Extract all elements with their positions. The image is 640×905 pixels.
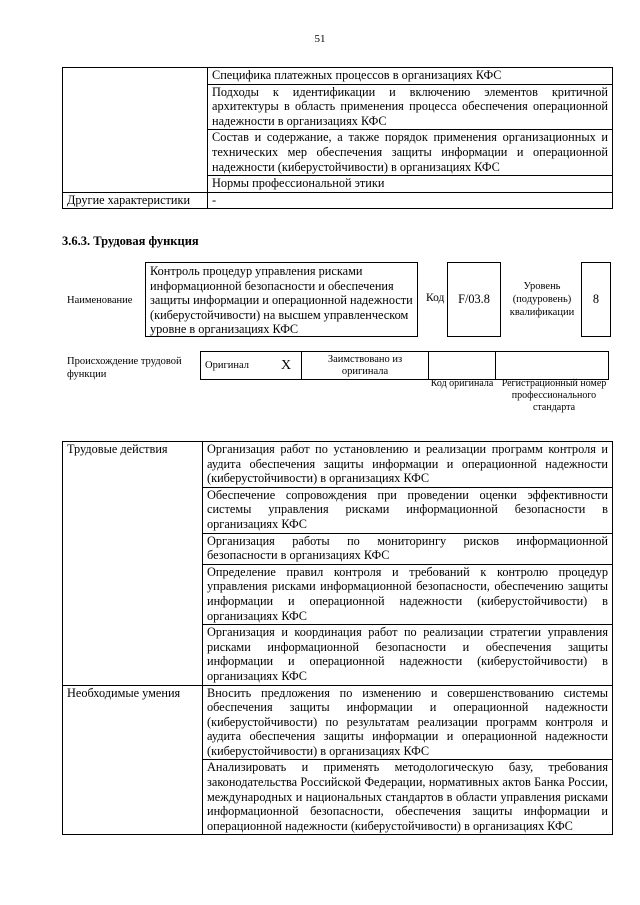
table-cell: Обеспечение сопровождения при проведении оценки эффективности системы управления рисками информационной безопасности в организациях КФС xyxy=(203,487,613,533)
origin-label: Происхождение трудовой функции xyxy=(67,356,182,380)
caption-reg-number: Регистрационный номер профессионального стандарта xyxy=(501,378,607,413)
name-label: Наименование xyxy=(67,295,133,306)
level-label: Уровень (подуровень) квалификации xyxy=(509,281,575,318)
table-cell: Организация работы по мониторингу рисков информационной безопасности в организациях КФС xyxy=(203,533,613,564)
other-characteristics-value: - xyxy=(208,192,613,209)
code-original-cell xyxy=(429,352,496,380)
table-row xyxy=(63,68,613,85)
table-row xyxy=(201,352,609,380)
borrowed-cell: Заимствовано из оригинала xyxy=(302,352,429,380)
table-cell: Организация и координация работ по реализации стратегии управления рисками информационной безопасности и обеспечения защиты информации и операционной надежности (киберустойчивости) в организациях КФС xyxy=(203,625,613,685)
caption-code-original: Код оригинала xyxy=(430,378,494,389)
code-label: Код xyxy=(426,292,445,304)
knowledge-table-continued xyxy=(62,67,613,209)
table-cell: Вносить предложения по изменению и совершенствованию системы обеспечения защиты информации и операционной надежности (киберустойчивости) по результатам реализации программ контроля и аудита обеспечения защиты информации и операционной надежности (киберустойчивости) в организациях КФС xyxy=(203,685,613,760)
other-characteristics-label: Другие характеристики xyxy=(63,192,208,209)
table-cell-label xyxy=(63,68,208,193)
table-row xyxy=(63,192,613,209)
table-row xyxy=(63,685,613,760)
table-cell: Состав и содержание, а также порядок применения организационных и технических мер обеспечения защиты информации и операционной надежности (киберустойчивости) в организациях КФС xyxy=(208,130,613,176)
level-box: 8 xyxy=(581,262,611,337)
table-cell: Специфика платежных процессов в организациях КФС xyxy=(208,68,613,85)
section-heading: 3.6.3. Трудовая функция xyxy=(62,234,199,248)
table-cell: Организация работ по установлению и реализации программ контроля и аудита обеспечения защиты информации и операционной надежности (киберустойчивости) в организациях КФС xyxy=(203,442,613,488)
original-cell: Оригинал xyxy=(201,352,272,380)
table-cell: Нормы профессиональной этики xyxy=(208,176,613,193)
actions-label: Трудовые действия xyxy=(63,442,203,686)
function-name-box: Контроль процедур управления рисками информационной безопасности и обеспечения защиты информации и операционной надежности (киберустойчивости) на высшем управленческом уровне в организациях КФС xyxy=(145,262,418,337)
page-number: 51 xyxy=(314,33,326,45)
table-cell: Подходы к идентификации и включению элементов критичной архитектуры в область применения процесса обеспечения операционной надежности в организациях КФС xyxy=(208,84,613,130)
table-row xyxy=(63,442,613,488)
reg-number-cell xyxy=(496,352,609,380)
skills-label: Необходимые умения xyxy=(63,685,203,835)
function-table xyxy=(62,441,613,835)
code-box: F/03.8 xyxy=(447,262,501,337)
table-cell: Анализировать и применять методологическую базу, требования законодательства Российской Федерации, нормативных актов Банка России, международных и национальных стандартов в области управления рисками информационной безопасности, обеспечения защиты информации и операционной надежности (киберустойчивости) в организациях КФС xyxy=(203,760,613,835)
table-cell: Определение правил контроля и требований к контролю процедур управления рисками информационной безопасности, обеспечению защиты информации и операционной надежности (киберустойчивости) в организациях КФС xyxy=(203,564,613,624)
origin-table xyxy=(200,351,609,380)
original-mark: X xyxy=(271,352,302,380)
